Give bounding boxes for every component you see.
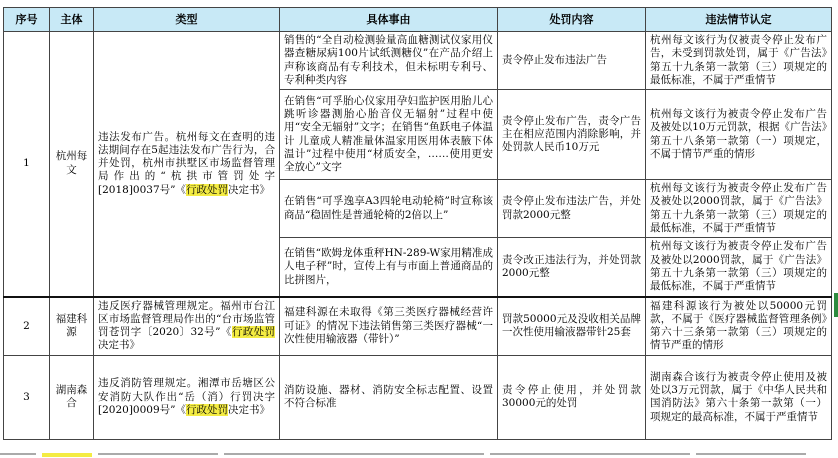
table-row (4, 32, 832, 90)
row-penalty: 责令停止发布违法广告，并处罚款2000元整 (498, 180, 646, 238)
row-no: 2 (4, 297, 50, 356)
row-severity: 杭州每文该行为仅被责令停止发布广告，未受到罚款处罚，属于《广告法》第五十九条第一款第（三）项规定的最低标准，不属于严重情节 (646, 32, 832, 90)
row-severity: 福建科源该行为被处以50000元罚款，不属于《医疗器械监督管理条例》第六十三条第一款第（三）项规定的情节严重的情形 (646, 297, 832, 356)
row-subject: 湖南森合 (50, 355, 94, 439)
type-text: 违反医疗器械管理规定。福州市台江区市场监督管理局作出的“台市场监管罚苍罚字〔2020〕32号”《 (98, 299, 275, 339)
row-penalty: 责令改正违法行为，并处罚款2000元整 (498, 238, 646, 297)
header-no: 序号 (4, 8, 50, 32)
highlighted-term: 行政处罚 (186, 403, 229, 416)
row-severity: 湖南森合该行为被责令停止使用及被处以3万元罚款，属于《中华人民共和国消防法》第六十条第一款第（一）项规定的最高标准，不属于严重情节 (646, 355, 832, 439)
row-no: 3 (4, 355, 50, 439)
table-row (4, 297, 832, 356)
header-subject: 主体 (50, 8, 94, 32)
header-penalty: 处罚内容 (498, 8, 646, 32)
header-severity: 违法情节认定 (646, 8, 832, 32)
row-type (94, 297, 280, 356)
side-panel-tab[interactable] (834, 293, 838, 317)
penalty-table (3, 7, 832, 440)
type-text-end: 决定书》 (228, 403, 271, 416)
row-penalty: 责令停止发布违法广告 (498, 32, 646, 90)
row-facts: 福建科源在未取得《第三类医疗器械经营许可证》的情况下违法销售第三类医疗器械“一次性使用输液器（带针）” (280, 297, 498, 356)
type-text-end: 决定书》 (228, 183, 271, 196)
next-line-fragment (0, 453, 838, 458)
row-severity: 杭州每文该行为被责令停止发布广告及被处以2000罚款，属于《广告法》第五十九条第一款第（三）项规定的最低标准，不属于严重情节 (646, 238, 832, 297)
header-row (4, 8, 832, 32)
type-text-end: 决定书》 (98, 339, 140, 352)
row-subject: 杭州每文 (50, 32, 94, 297)
row-penalty: 责令停止发布广告，责令广告主在相应范围内消除影响，并处罚款人民币10万元 (498, 90, 646, 180)
type-text: 违法发布广告。杭州每文在查明的违法期间存在5起违法发布广告行为，合并处罚，杭州市拱墅区市场监督管理局作出的“杭拱市管罚处字[2018]0037号”《 (98, 130, 275, 196)
row-type (94, 355, 280, 439)
row-penalty: 责令停止使用，并处罚款30000元的处罚 (498, 355, 646, 439)
row-no: 1 (4, 32, 50, 297)
header-facts: 具体事由 (280, 8, 498, 32)
row-facts: 消防设施、器材、消防安全标志配置、设置不符合标准 (280, 355, 498, 439)
type-text: 违反消防管理规定。湘潭市岳塘区公安消防大队作出“岳（消）行罚决字[2020]0009号”《 (98, 377, 275, 416)
row-severity: 杭州每文该行为被责令停止发布广告及被处以2000罚款，属于《广告法》第五十九条第一款第（三）项规定的最低标准，不属于严重情节 (646, 180, 832, 238)
row-subject: 福建科源 (50, 297, 94, 356)
row-type (94, 32, 280, 297)
highlighted-term: 行政处罚 (231, 326, 276, 339)
row-facts: 在销售“可孚逸享A3四轮电动轮椅”时宣称该商品“稳固性是普通轮椅的2倍以上” (280, 180, 498, 238)
row-facts: 销售的“全自动检测验量高血糖测试仪家用仪器查糖尿病100片试纸测糖仪”在产品介绍上声称该商品有专利技术，但未标明专利号、专利种类内容 (280, 32, 498, 90)
table-row (4, 355, 832, 439)
highlighted-term: 行政处罚 (186, 183, 229, 196)
row-facts: 在销售“可孚胎心仪家用孕妇监护医用胎儿心跳听诊器测胎心胎音仪无辐射”过程中使用“安全无辐射”文字；在销售“鱼跃电子体温计 儿童成人精准量体温家用医用体表腋下体温计”过程中使用“材质安全，……使用更安全放心”文字 (280, 90, 498, 180)
row-penalty: 罚款50000元及没收相关品牌一次性使用输液器带针25套 (498, 297, 646, 356)
row-severity: 杭州每文该行为被责令停止发布广告及被处以10万元罚款，根据《广告法》第五十八条第一款第（一）项规定，不属于情节严重的情形 (646, 90, 832, 180)
header-type: 类型 (94, 8, 280, 32)
row-facts: 在销售“欧姆龙体重秤HN-289-W家用精准成人电子秤”时，宣传上有与市面上普通商品的比拼图片， (280, 238, 498, 297)
